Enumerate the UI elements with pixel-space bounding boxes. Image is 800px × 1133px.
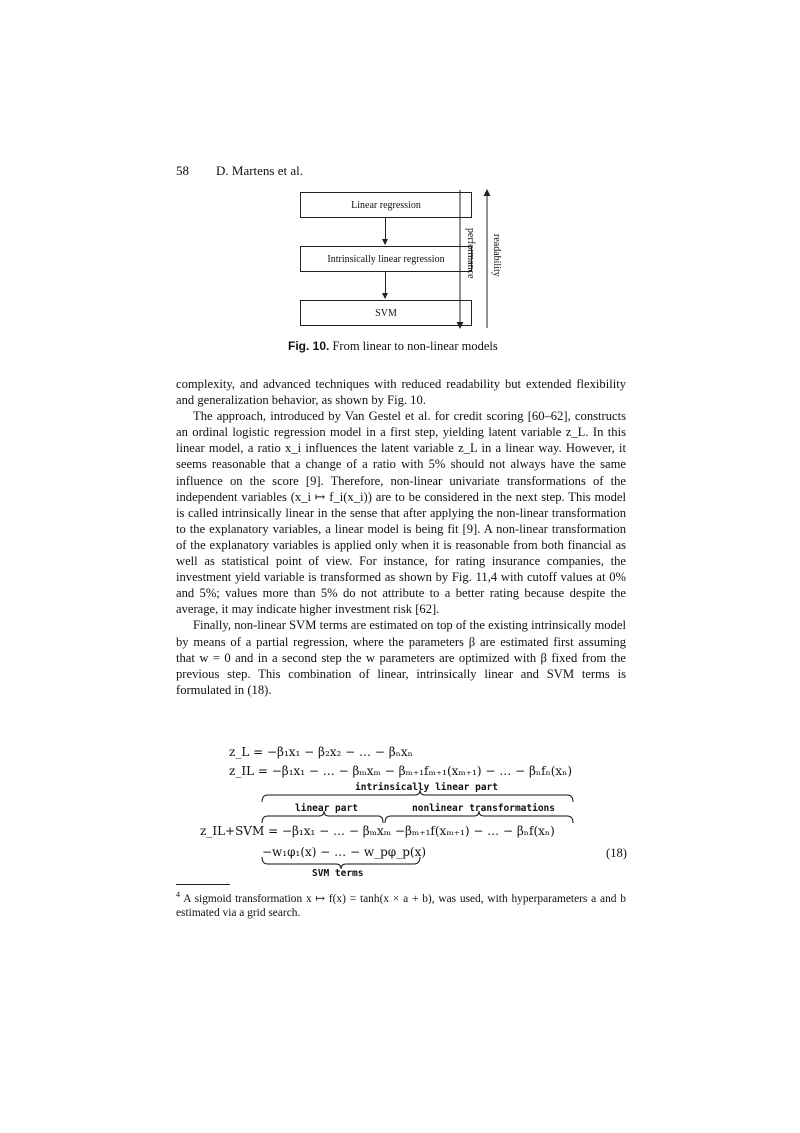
- overbrace-linear: [262, 811, 383, 823]
- page-number: 58: [176, 163, 189, 178]
- equation-number: (18): [606, 846, 627, 860]
- overbrace-intrinsic: [262, 790, 573, 802]
- label-svm-terms: SVM terms: [312, 868, 364, 879]
- caption-label: Fig. 10.: [288, 339, 330, 353]
- equation-line-3: z_IL+SVM = −β₁x₁ − … − βₘxₘ −βₘ₊₁f(xₘ₊₁) − … − βₙf(xₙ): [200, 824, 555, 838]
- box-svm: SVM: [300, 300, 472, 326]
- underbrace-svm: [262, 857, 420, 869]
- footnote: [176, 888, 626, 921]
- label-nonlinear: nonlinear transformations: [412, 803, 555, 814]
- running-authors: D. Martens et al.: [216, 163, 304, 178]
- paragraph-1: complexity, and advanced techniques with reduced readability but extended flexibility and generalization behavior, as shown by Fig. 10.: [176, 377, 626, 408]
- readability-label: readability: [491, 234, 502, 277]
- equation-line-1: z_L = −β₁x₁ − β₂x₂ − … − βₙxₙ: [229, 745, 413, 759]
- overbrace-nonlinear: [385, 811, 573, 823]
- equation-line-4: −w₁φ₁(x) − … − w_pφ_p(x): [262, 845, 427, 859]
- label-linear-part: linear part: [295, 803, 358, 814]
- performance-label: performance: [465, 228, 476, 279]
- footnote-rule: [176, 884, 230, 885]
- footnote-text: A sigmoid transformation x ↦ f(x) = tanh(x × a + b), was used, with hyperparameters a and b estimated via a grid search.: [176, 892, 626, 920]
- box-intrinsically-linear: Intrinsically linear regression: [300, 246, 472, 272]
- label-intrinsically-linear: intrinsically linear part: [355, 782, 498, 793]
- caption-text: From linear to non-linear models: [332, 339, 498, 353]
- box-linear-regression: Linear regression: [300, 192, 472, 218]
- paragraph-3: Finally, non-linear SVM terms are estimated on top of the existing intrinsically model by means of a partial regression, where the parameters β are estimated first assuming that w = 0 and in a second step the w parameters are optimized with β fixed from the previous step. This combination of linear, intrinsically linear and SVM terms is formulated in (18).: [176, 618, 626, 697]
- paragraph-2: The approach, introduced by Van Gestel et al. for credit scoring [60–62], constructs an ordinal logistic regression model in a first step, yielding latent variable z_L. In this linear model, a ratio x_i influences the latent variable z_L in a linear way. However, it seems reasonable that a change of a ratio with 5% should not always have the same influence on the score [9]. Therefore, non-linear univariate transformations of the independent variables (x_i ↦ f_i(x_i)) are to be considered in the next step. This model is called intrinsically linear in the sense that after applying the non-linear transformation to the explanatory variables, a linear model is being fit [9]. A non-linear transformation of the explanatory variables is applied only when it is reasonable from both financial as well as statistical point of view. For instance, for rating insurance companies, the investment yield variable is transformed as shown by Fig. 11,4 with cutoff values at 0% and 5%; values more than 5% do not attribute to a better rating because despite the average, it may indicate higher investment risk [62].: [176, 409, 626, 617]
- equation-line-2: z_IL = −β₁x₁ − … − βₘxₘ − βₘ₊₁fₘ₊₁(xₘ₊₁) − … − βₙfₙ(xₙ): [229, 764, 573, 778]
- footnote-mark: 4: [176, 890, 180, 899]
